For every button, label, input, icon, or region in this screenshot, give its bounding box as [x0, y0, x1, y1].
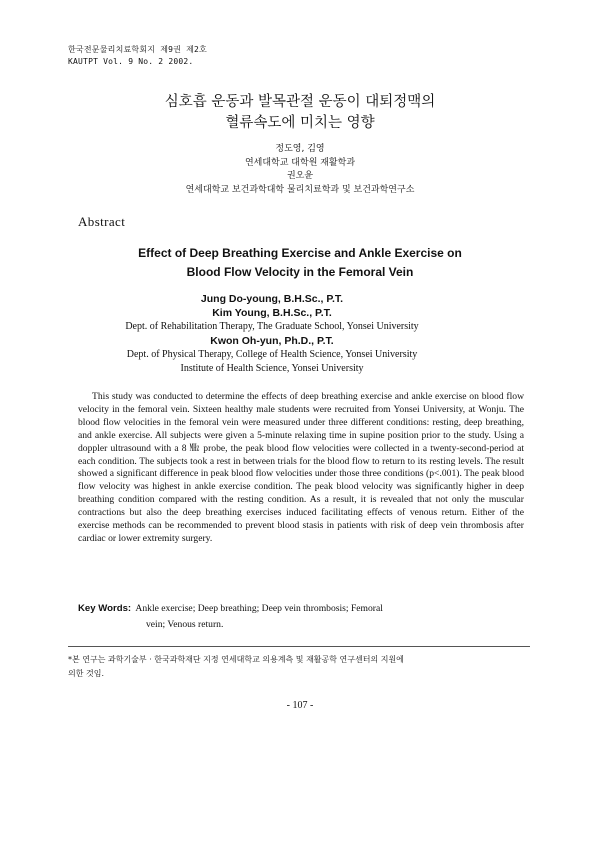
- keywords: [78, 601, 524, 633]
- korean-authors: [0, 143, 600, 197]
- footnote-line-2: 의한 것임.: [68, 669, 104, 678]
- korean-author-names-1: 정도영, 김영: [275, 144, 325, 154]
- abstract-body: This study was conducted to determine the effects of deep breathing exercise and ankle exercise on blood flow velocity in the femoral vein. Sixteen healthy male students were recruited from Yonsei University, at Wonju. The blood flow velocities in the femoral vein were measured under three different conditions: resting, deep breathing, and ankle exercise. All subjects were given a 5-minute relaxing time in supine position prior to the study. Using a doppler ultrasound with a 8 ㎒ probe, the peak blood flow velocities were collected in a twenty-second-period at each condition. The subjects took a rest in between trials for the blood flow to return to its resting levels. The result showed a significant difference in peak blood flow velocities under those three conditions (p<.001). The peak blood flow velocity was highest in ankle exercise condition. The peak blood velocity was significantly higher in deep breathing condition compared with the resting condition. As a result, it is revealed that not only the muscular contractions but also the deep breathing exercises induced facilitating effects of venous return. Either of the exercise methods can be recommended to prevent blood stasis in patients with risk of deep vein thrombosis after cardiac or lower extremity surgery.: [78, 391, 524, 544]
- english-title: [0, 244, 600, 282]
- keywords-line-2: vein; Venous return.: [146, 619, 224, 630]
- keywords-line-1: Ankle exercise; Deep breathing; Deep vein thrombosis; Femoral: [135, 603, 383, 614]
- english-title-line-2: Blood Flow Velocity in the Femoral Vein: [186, 265, 414, 279]
- journal-name-korean: 한국전문물리치료학회지 제9권 제2호: [68, 45, 207, 54]
- abstract-heading: Abstract: [78, 214, 126, 229]
- korean-title: [0, 92, 600, 134]
- korean-author-names-2: 권오윤: [286, 171, 314, 182]
- english-authors: [0, 292, 544, 376]
- journal-header: [68, 44, 207, 68]
- affiliation-3: Institute of Health Science, Yonsei University: [180, 363, 364, 374]
- footnote: [68, 653, 518, 681]
- author-3: Kwon Oh-yun, Ph.D., P.T.: [210, 335, 334, 347]
- korean-affiliation-1: 연세대학교 대학원 재활학과: [244, 157, 356, 168]
- footnote-line-1: *본 연구는 과학기술부 · 한국과학재단 지정 연세대학교 의용계측 및 재활공학 연구센터의 지원에: [68, 655, 404, 664]
- korean-title-line-2: 혈류속도에 미치는 영향: [225, 115, 375, 131]
- journal-volume-info: KAUTPT Vol. 9 No. 2 2002.: [68, 57, 194, 66]
- footnote-divider: [68, 646, 530, 647]
- korean-title-line-1: 심호흡 운동과 발목관절 운동이 대퇴정맥의: [164, 94, 436, 110]
- affiliation-2: Dept. of Physical Therapy, College of Health Science, Yonsei University: [126, 349, 418, 360]
- english-title-line-1: Effect of Deep Breathing Exercise and Ankle Exercise on: [138, 246, 462, 260]
- author-2: Kim Young, B.H.Sc., P.T.: [212, 307, 332, 319]
- affiliation-1: Dept. of Rehabilitation Therapy, The Graduate School, Yonsei University: [125, 321, 419, 332]
- korean-affiliation-2: 연세대학교 보건과학대학 물리치료학과 및 보건과학연구소: [185, 184, 415, 195]
- page-number: - 107 -: [286, 700, 314, 711]
- keywords-label: Key Words:: [78, 603, 132, 614]
- author-1: Jung Do-young, B.H.Sc., P.T.: [200, 293, 344, 305]
